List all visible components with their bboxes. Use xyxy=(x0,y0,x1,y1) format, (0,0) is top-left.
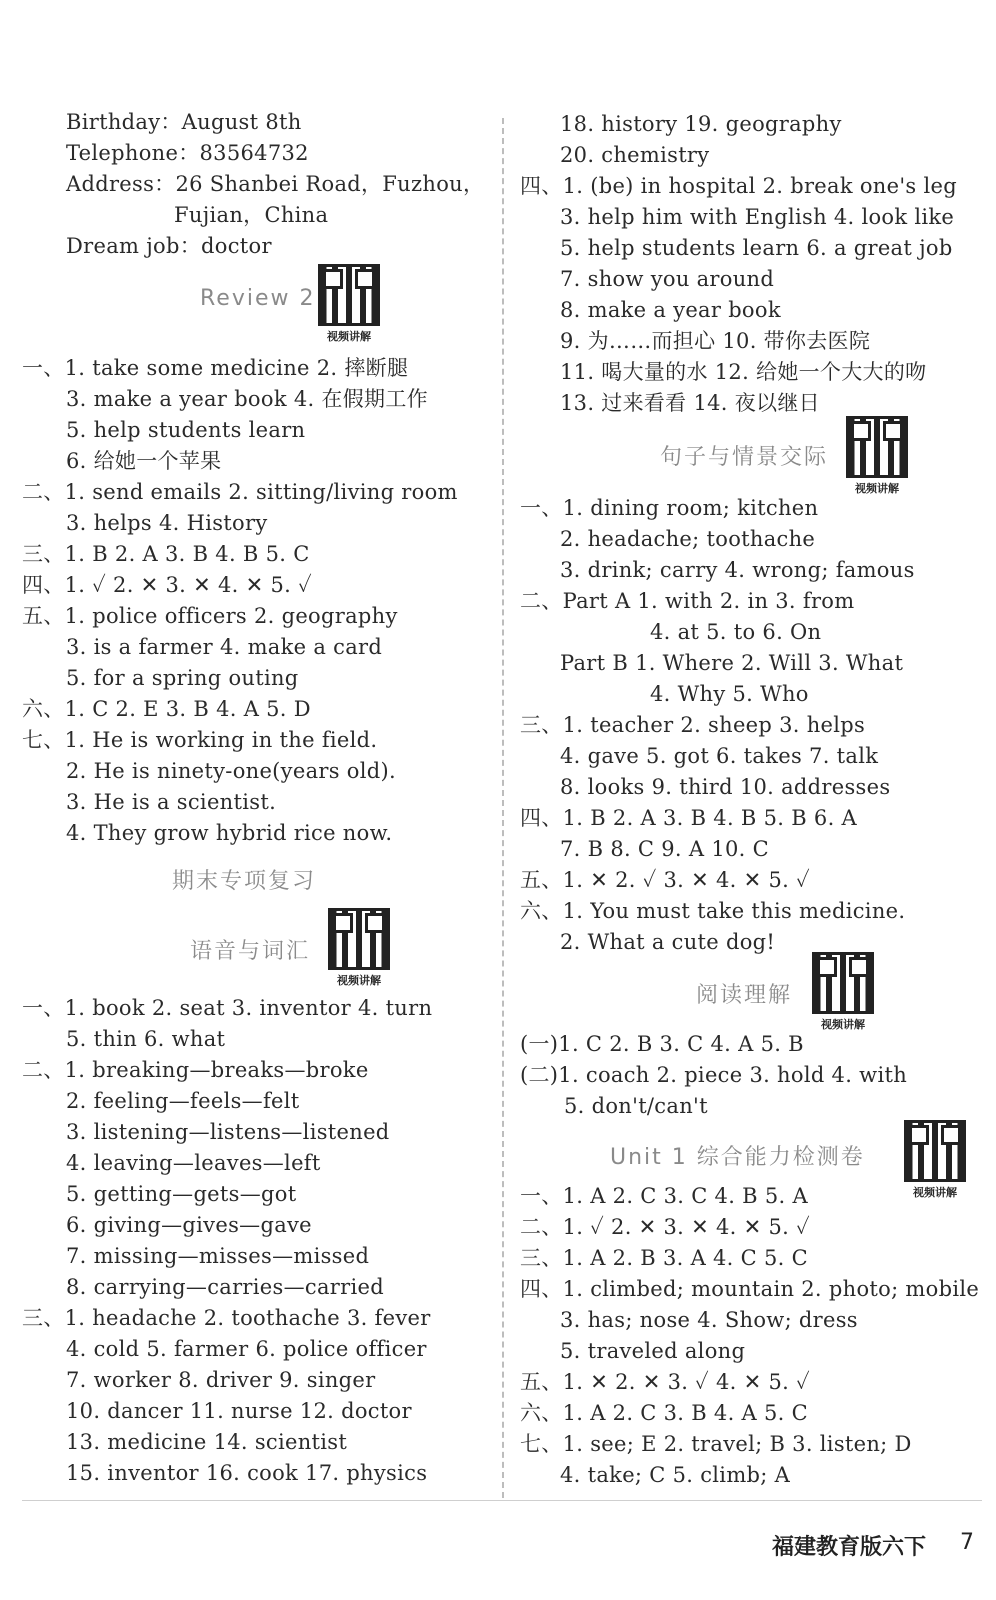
answer-line: 四、1. B 2. A 3. B 4. B 5. B 6. A xyxy=(520,806,858,830)
heading-sentences: 句子与情景交际 xyxy=(660,445,829,470)
answer-line: 7. worker 8. driver 9. singer xyxy=(66,1368,376,1392)
answer-line: 四、1. ✓ 2. ✕ 3. ✕ 4. ✕ 5. ✓ xyxy=(22,573,312,597)
answer-line: (二)1. coach 2. piece 3. hold 4. with xyxy=(520,1063,908,1087)
answer-line: 4. leaving—leaves—left xyxy=(66,1151,321,1175)
answer-line: 三、1. A 2. B 3. A 4. C 5. C xyxy=(520,1246,808,1270)
answer-line: 一、1. dining room; kitchen xyxy=(520,496,819,520)
answer-line: 六、1. You must take this medicine. xyxy=(520,899,906,923)
answer-line: 4. They grow hybrid rice now. xyxy=(66,821,393,845)
qr-code-unit1 xyxy=(904,1120,966,1200)
answer-line: 3. help him with English 4. look like xyxy=(560,205,955,229)
footer-rule xyxy=(22,1500,982,1501)
answer-line: 2. headache; toothache xyxy=(560,527,816,551)
answer-line: 四、1. (be) in hospital 2. break one's leg xyxy=(520,174,957,198)
answer-line: 3. listening—listens—listened xyxy=(66,1120,390,1144)
answer-line: 13. medicine 14. scientist xyxy=(66,1430,348,1454)
answer-line: 8. make a year book xyxy=(560,298,781,322)
answer-line: 2. What a cute dog! xyxy=(560,930,776,954)
answer-line: 3. helps 4. History xyxy=(66,511,268,535)
answer-line: 8. carrying—carries—carried xyxy=(66,1275,384,1299)
answer-line: 4. cold 5. farmer 6. police officer xyxy=(66,1337,427,1361)
answer-line: 3. drink; carry 4. wrong; famous xyxy=(560,558,915,582)
answer-line: 5. thin 6. what xyxy=(66,1027,226,1051)
answer-line: 三、1. B 2. A 3. B 4. B 5. C xyxy=(22,542,310,566)
footer-edition: 福建教育版六下 xyxy=(771,1535,926,1560)
qr-code-icon xyxy=(812,952,874,1014)
heading-final-review: 期末专项复习 xyxy=(172,869,317,894)
answer-line: 7. missing—misses—missed xyxy=(66,1244,370,1268)
column-divider xyxy=(502,118,504,1498)
qr-code-reading xyxy=(812,952,874,1032)
answer-line: 5. getting—gets—got xyxy=(66,1182,297,1206)
answer-line: 15. inventor 16. cook 17. physics xyxy=(66,1461,428,1485)
answer-line: 五、1. ✕ 2. ✓ 3. ✕ 4. ✕ 5. ✓ xyxy=(520,868,810,892)
qr-code-icon xyxy=(846,416,908,478)
answer-line: 3. has; nose 4. Show; dress xyxy=(560,1308,858,1332)
answer-line: 七、1. see; E 2. travel; B 3. listen; D xyxy=(520,1432,912,1456)
answer-line: 3. make a year book 4. 在假期工作 xyxy=(66,387,428,411)
answer-line: Part B 1. Where 2. Will 3. What xyxy=(560,651,904,675)
page-number: 7 xyxy=(960,1530,974,1555)
answer-line: 二、1. breaking—breaks—broke xyxy=(22,1058,369,1082)
answer-line: 6. 给她一个苹果 xyxy=(66,449,222,473)
answer-line: 7. B 8. C 9. A 10. C xyxy=(560,837,769,861)
answer-line: 2. feeling—feels—felt xyxy=(66,1089,300,1113)
qr-code-sentences xyxy=(846,416,908,496)
answer-line: 7. show you around xyxy=(560,267,775,291)
answer-line: 三、1. teacher 2. sheep 3. helps xyxy=(520,713,866,737)
birthday-line: Birthday：August 8th xyxy=(66,110,302,134)
qr-caption: 视频讲解 xyxy=(337,974,381,987)
answer-line: 七、1. He is working in the field. xyxy=(22,728,378,752)
answer-line: (一)1. C 2. B 3. C 4. A 5. B xyxy=(520,1032,804,1056)
heading-phonics-vocab: 语音与词汇 xyxy=(190,939,311,964)
qr-code-phonics xyxy=(328,908,390,988)
answer-line: 13. 过来看看 14. 夜以继日 xyxy=(560,391,820,415)
answer-line: 8. looks 9. third 10. addresses xyxy=(560,775,891,799)
answer-line: 二、1. send emails 2. sitting/living room xyxy=(22,480,458,504)
answer-line: 5. traveled along xyxy=(560,1339,746,1363)
heading-reading: 阅读理解 xyxy=(696,983,793,1008)
answer-line: 5. help students learn xyxy=(66,418,306,442)
answer-line: 二、Part A 1. with 2. in 3. from xyxy=(520,589,855,613)
answer-line: 5. help students learn 6. a great job xyxy=(560,236,953,260)
answer-line: 四、1. climbed; mountain 2. photo; mobile xyxy=(520,1277,980,1301)
answer-line: 一、1. A 2. C 3. C 4. B 5. A xyxy=(520,1184,808,1208)
answer-line: 一、1. take some medicine 2. 摔断腿 xyxy=(22,356,409,380)
answer-line: 4. gave 5. got 6. takes 7. talk xyxy=(560,744,879,768)
answer-line: 2. He is ninety-one(years old). xyxy=(66,759,396,783)
answer-line: 六、1. C 2. E 3. B 4. A 5. D xyxy=(22,697,311,721)
answer-line: 六、1. A 2. C 3. B 4. A 5. C xyxy=(520,1401,808,1425)
answer-line: 5. for a spring outing xyxy=(66,666,299,690)
heading-unit1-test: Unit 1 综合能力检测卷 xyxy=(610,1145,865,1170)
heading-review-2: Review 2 xyxy=(200,286,316,311)
answer-line: 4. take; C 5. climb; A xyxy=(560,1463,791,1487)
answer-line: 18. history 19. geography xyxy=(560,112,842,136)
address-line: Address：26 Shanbei Road，Fuzhou， xyxy=(66,172,485,196)
qr-code-icon xyxy=(904,1120,966,1182)
qr-caption: 视频讲解 xyxy=(855,482,899,495)
address-line-2: Fujian，China xyxy=(174,203,329,227)
answer-line: 9. 为……而担心 10. 带你去医院 xyxy=(560,329,871,353)
dream-job-line: Dream job：doctor xyxy=(66,234,272,258)
answer-line: 三、1. headache 2. toothache 3. fever xyxy=(22,1306,431,1330)
answer-line: 3. is a farmer 4. make a card xyxy=(66,635,383,659)
answer-line: 20. chemistry xyxy=(560,143,710,167)
qr-caption: 视频讲解 xyxy=(327,330,371,343)
answer-line: 3. He is a scientist. xyxy=(66,790,277,814)
answer-line: 5. don't/can't xyxy=(564,1094,708,1118)
answer-line: 五、1. ✕ 2. ✕ 3. ✓ 4. ✕ 5. ✓ xyxy=(520,1370,810,1394)
qr-code-review-2 xyxy=(318,264,380,344)
qr-code-icon xyxy=(318,264,380,326)
answer-line: 4. Why 5. Who xyxy=(650,682,809,706)
answer-line: 一、1. book 2. seat 3. inventor 4. turn xyxy=(22,996,433,1020)
qr-caption: 视频讲解 xyxy=(821,1018,865,1031)
answer-line: 五、1. police officers 2. geography xyxy=(22,604,398,628)
telephone-line: Telephone：83564732 xyxy=(66,141,309,165)
qr-caption: 视频讲解 xyxy=(913,1186,957,1199)
answer-line: 11. 喝大量的水 12. 给她一个大大的吻 xyxy=(560,360,927,384)
answer-line: 二、1. ✓ 2. ✕ 3. ✕ 4. ✕ 5. ✓ xyxy=(520,1215,810,1239)
answer-line: 10. dancer 11. nurse 12. doctor xyxy=(66,1399,412,1423)
answer-line: 4. at 5. to 6. On xyxy=(650,620,822,644)
qr-code-icon xyxy=(328,908,390,970)
answer-line: 6. giving—gives—gave xyxy=(66,1213,312,1237)
